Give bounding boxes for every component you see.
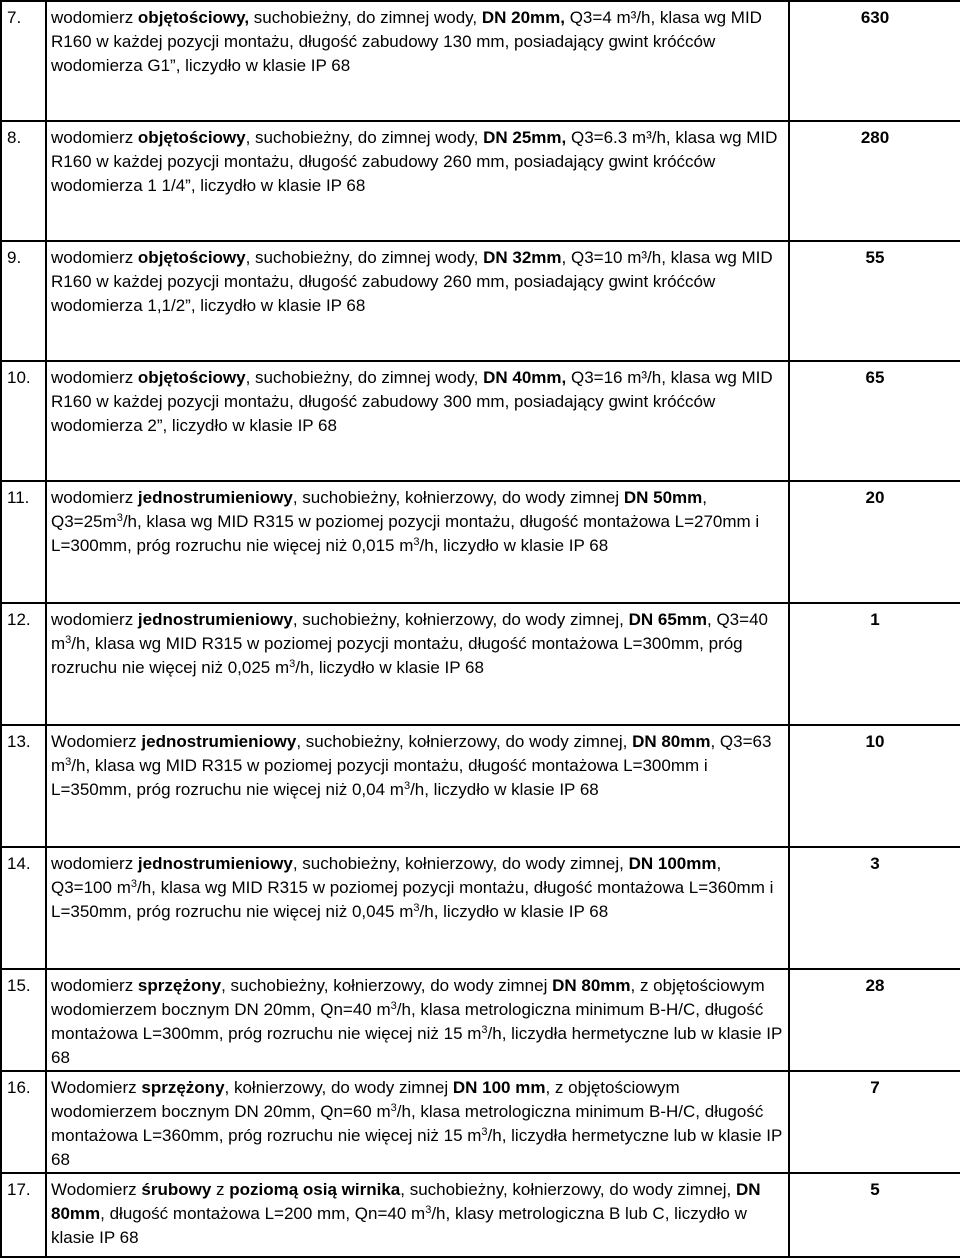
item-quantity: [789, 361, 960, 481]
superscript: 3: [130, 878, 137, 890]
bold-fragment: jednostrumieniowy: [137, 488, 293, 507]
text-fragment: , suchobieżny, kołnierzowy, do wody zimnej: [221, 976, 553, 995]
item-number: [1, 481, 46, 603]
superscript: 3: [289, 658, 296, 670]
bold-fragment: DN 65mm: [628, 610, 708, 629]
item-number: [1, 361, 46, 481]
bold-fragment: objętościowy,: [137, 8, 250, 27]
text-fragment: wodomierz: [51, 854, 138, 873]
text-fragment: wodomierz: [51, 610, 138, 629]
item-quantity: [789, 481, 960, 603]
table-row: [1, 121, 960, 241]
item-description: [46, 847, 789, 969]
bold-fragment: objętościowy: [137, 248, 246, 267]
item-description-text: [51, 122, 782, 198]
text-fragment: Q3=16 m³/h, klasa wg MID R160 w każdej pozycji montażu, długość zabudowy 300 mm, posiadający gwint króćców wodomierza 2”, liczydło w klasie IP 68: [51, 368, 773, 435]
item-number: [1, 969, 46, 1071]
text-fragment: , długość montażowa L=200 mm, Qn=40 m: [100, 1204, 426, 1223]
superscript: 3: [413, 902, 420, 914]
superscript: 3: [65, 634, 72, 646]
table-row: [1, 1173, 960, 1257]
item-quantity-text: 10: [865, 732, 885, 751]
text-fragment: , Q3=63 m: [51, 732, 772, 775]
text-fragment: wodomierz: [51, 976, 138, 995]
item-number-text: 12.: [7, 610, 31, 629]
bold-fragment: objętościowy: [137, 128, 246, 147]
item-number: [1, 1173, 46, 1257]
text-fragment: , Q3=10 m³/h, klasa wg MID R160 w każdej pozycji montażu, długość zabudowy 260 mm, posiadający gwint króćców wodomierza 1,1/2”, liczydło w klasie IP 68: [51, 248, 773, 315]
bold-fragment: DN 100 mm: [452, 1078, 546, 1097]
table-body: [1, 1, 960, 1257]
item-quantity: [789, 1, 960, 121]
text-fragment: /h, liczydło w klasie IP 68: [410, 780, 599, 799]
superscript: 3: [481, 1126, 488, 1138]
bold-fragment: DN 40mm,: [483, 368, 567, 387]
text-fragment: wodomierz: [51, 128, 138, 147]
bold-fragment: DN 80mm: [51, 1180, 761, 1223]
item-description: [46, 1173, 789, 1257]
item-number: [1, 121, 46, 241]
bold-fragment: DN 80mm: [632, 732, 711, 751]
text-fragment: Wodomierz: [51, 732, 142, 751]
text-fragment: , suchobieżny, kołnierzowy, do wody zimnej,: [400, 1180, 736, 1199]
text-fragment: wodomierz: [51, 488, 138, 507]
text-fragment: wodomierz: [51, 8, 138, 27]
text-fragment: /h, klasa wg MID R315 w poziomej pozycji montażu, długość montażowa L=270mm i L=300mm, próg rozruchu nie więcej niż 0,015 m: [51, 512, 760, 555]
item-number-text: 15.: [7, 976, 31, 995]
item-description: [46, 361, 789, 481]
item-description: [46, 1, 789, 121]
text-fragment: /h, liczydło w klasie IP 68: [419, 536, 609, 555]
text-fragment: /h, klasa wg MID R315 w poziomej pozycji montażu, długość montażowa L=360mm i L=350mm, próg rozruchu nie więcej niż 0,045 m: [51, 878, 774, 921]
text-fragment: , suchobieżny, kołnierzowy, do wody zimnej,: [292, 610, 629, 629]
text-fragment: /h, klasy metrologiczna B lub C, liczydło w klasie IP 68: [51, 1204, 747, 1247]
text-fragment: Wodomierz: [51, 1078, 142, 1097]
text-fragment: z: [211, 1180, 230, 1199]
bold-fragment: jednostrumieniowy: [137, 610, 293, 629]
bold-fragment: objętościowy: [137, 368, 246, 387]
item-quantity: [789, 1173, 960, 1257]
item-description: [46, 969, 789, 1071]
table-row: [1, 361, 960, 481]
item-quantity-text: 630: [860, 8, 890, 27]
item-quantity-text: 55: [865, 248, 885, 267]
text-fragment: , suchobieżny, do zimnej wody,: [245, 128, 484, 147]
item-description: [46, 1071, 789, 1173]
table-row: [1, 725, 960, 847]
item-quantity-text: 65: [865, 368, 885, 387]
item-number-text: 17.: [7, 1180, 31, 1199]
item-number: [1, 241, 46, 361]
text-fragment: /h, klasa wg MID R315 w poziomej pozycji montażu, długość montażowa L=300mm, próg rozruchu nie więcej niż 0,025 m: [51, 634, 743, 677]
table-row: [1, 847, 960, 969]
item-description-text: [51, 362, 782, 438]
item-number: [1, 847, 46, 969]
item-description-text: [51, 604, 782, 680]
item-number: [1, 725, 46, 847]
bold-fragment: jednostrumieniowy: [137, 854, 293, 873]
text-fragment: Q3=6.3 m³/h, klasa wg MID R160 w każdej pozycji montażu, długość zabudowy 260 mm, posiadający gwint króćców wodomierza 1 1/4”, liczydło w klasie IP 68: [51, 128, 778, 195]
bold-fragment: śrubowy: [141, 1180, 212, 1199]
text-fragment: , suchobieżny, do zimnej wody,: [245, 248, 484, 267]
table-row: [1, 969, 960, 1071]
item-quantity: [789, 725, 960, 847]
item-description-text: [51, 1174, 782, 1250]
item-number: [1, 1, 46, 121]
text-fragment: , suchobieżny, do zimnej wody,: [245, 368, 484, 387]
text-fragment: , Q3=100 m: [51, 854, 722, 897]
item-description-text: [51, 726, 782, 802]
text-fragment: /h, klasa wg MID R315 w poziomej pozycji montażu, długość montażowa L=300mm i L=350mm, próg rozruchu nie więcej niż 0,04 m: [51, 756, 708, 799]
text-fragment: wodomierz: [51, 368, 138, 387]
item-quantity-text: 20: [865, 488, 885, 507]
item-description-text: [51, 242, 782, 318]
item-description-text: [51, 2, 782, 78]
item-quantity-text: 3: [870, 854, 880, 873]
bold-fragment: poziomą osią wirnika: [229, 1180, 401, 1199]
bold-fragment: DN 50mm: [623, 488, 703, 507]
item-quantity: [789, 847, 960, 969]
item-quantity-text: 5: [870, 1180, 880, 1199]
superscript: 3: [65, 756, 72, 768]
text-fragment: /h, liczydła hermetyczne lub w klasie IP 68: [51, 1126, 783, 1169]
table-row: [1, 603, 960, 725]
bold-fragment: jednostrumieniowy: [141, 732, 297, 751]
superscript: 3: [481, 1024, 488, 1036]
item-description: [46, 725, 789, 847]
text-fragment: , Q3=40 m: [51, 610, 768, 653]
text-fragment: /h, klasa metrologiczna minimum B-H/C, długość montażowa L=360mm, próg rozruchu nie więcej niż 15 m: [51, 1102, 764, 1145]
item-description: [46, 121, 789, 241]
item-description-text: [51, 848, 782, 924]
text-fragment: , kołnierzowy, do wody zimnej: [224, 1078, 453, 1097]
item-number-text: 11.: [7, 488, 30, 507]
bold-fragment: DN 80mm: [552, 976, 631, 995]
bold-fragment: DN 20mm,: [481, 8, 565, 27]
table-row: [1, 481, 960, 603]
item-number-text: 9.: [7, 248, 22, 267]
item-quantity-text: 28: [865, 976, 885, 995]
item-quantity: [789, 241, 960, 361]
item-description: [46, 241, 789, 361]
text-fragment: Wodomierz: [51, 1180, 142, 1199]
superscript: 3: [403, 780, 411, 792]
text-fragment: , suchobieżny, kołnierzowy, do wody zimnej,: [296, 732, 633, 751]
text-fragment: /h, liczydło w klasie IP 68: [295, 658, 484, 677]
item-quantity-text: 280: [860, 128, 890, 147]
item-quantity: [789, 969, 960, 1071]
table-row: [1, 1, 960, 121]
superscript: 3: [116, 512, 123, 524]
item-number-text: 16.: [7, 1078, 31, 1097]
item-number-text: 7.: [7, 8, 22, 27]
text-fragment: , z objętościowym wodomierzem bocznym DN 20mm, Qn=60 m: [51, 1078, 680, 1121]
text-fragment: , Q3=25m: [51, 488, 708, 531]
text-fragment: , suchobieżny, kołnierzowy, do wody zimnej,: [292, 854, 629, 873]
item-number-text: 14.: [7, 854, 31, 873]
item-description-text: [51, 970, 782, 1070]
text-fragment: /h, klasa metrologiczna minimum B-H/C, długość montażowa L=300mm, próg rozruchu nie więcej niż 15 m: [51, 1000, 764, 1043]
item-quantity: [789, 121, 960, 241]
item-quantity: [789, 1071, 960, 1173]
item-quantity: [789, 603, 960, 725]
bold-fragment: sprzężony: [137, 976, 222, 995]
superscript: 3: [390, 1102, 397, 1114]
text-fragment: suchobieżny, do zimnej wody,: [249, 8, 482, 27]
item-number-text: 8.: [7, 128, 22, 147]
item-number: [1, 603, 46, 725]
superscript: 3: [390, 1000, 397, 1012]
item-description-text: [51, 482, 782, 558]
table-row: [1, 241, 960, 361]
text-fragment: , z objętościowym wodomierzem bocznym DN 20mm, Qn=40 m: [51, 976, 765, 1019]
item-number-text: 10.: [7, 368, 31, 387]
text-fragment: wodomierz: [51, 248, 138, 267]
item-description-text: [51, 1072, 782, 1172]
bold-fragment: sprzężony: [141, 1078, 225, 1097]
item-quantity-text: 7: [870, 1078, 880, 1097]
item-number: [1, 1071, 46, 1173]
item-description: [46, 603, 789, 725]
superscript: 3: [413, 536, 420, 548]
item-description: [46, 481, 789, 603]
text-fragment: /h, liczydła hermetyczne lub w klasie IP 68: [51, 1024, 783, 1067]
text-fragment: Q3=4 m³/h, klasa wg MID R160 w każdej pozycji montażu, długość zabudowy 130 mm, posiadający gwint króćców wodomierza G1”, liczydło w klasie IP 68: [51, 8, 762, 75]
item-quantity-text: 1: [870, 610, 880, 629]
bold-fragment: DN 100mm: [628, 854, 717, 873]
bold-fragment: DN 25mm,: [483, 128, 567, 147]
table-row: [1, 1071, 960, 1173]
item-number-text: 13.: [7, 732, 31, 751]
bold-fragment: DN 32mm: [483, 248, 562, 267]
text-fragment: /h, liczydło w klasie IP 68: [419, 902, 609, 921]
text-fragment: , suchobieżny, kołnierzowy, do wody zimnej: [292, 488, 624, 507]
superscript: 3: [425, 1204, 432, 1216]
